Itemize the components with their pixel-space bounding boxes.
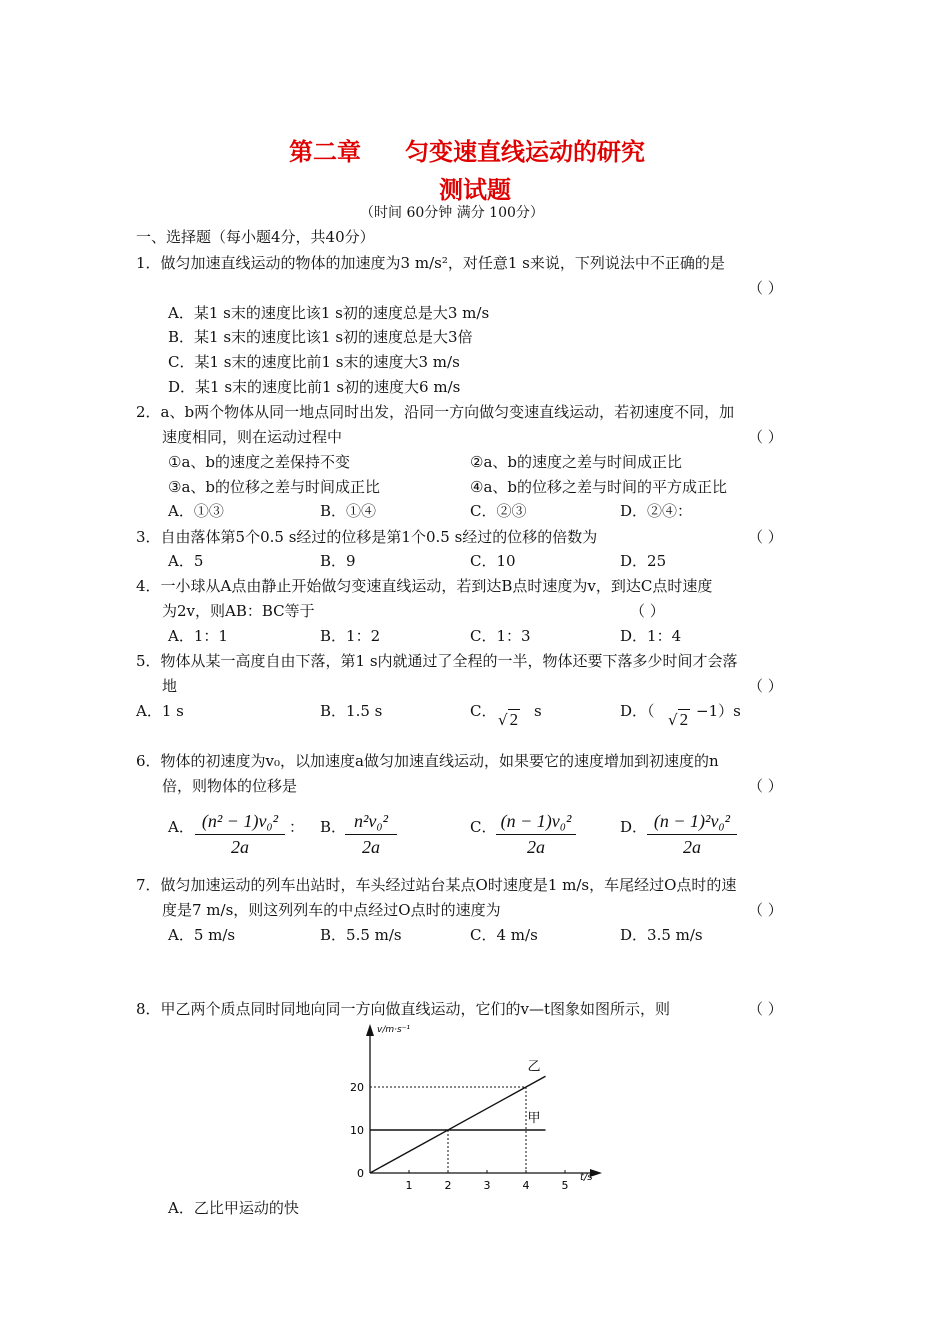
y-axis	[366, 1024, 374, 1173]
y-tick-label-0: 0	[357, 1167, 364, 1180]
x-tick-label-5: 5	[561, 1179, 569, 1192]
series-line-2	[370, 1076, 546, 1173]
q6-option-b-numerator: n²v₀²	[345, 810, 397, 835]
q2-statement-2: ②a、b的速度之差与时间成正比	[470, 453, 682, 471]
q7-stem-line1: 7．做匀加速运动的列车出站时，车头经过站台某点O时速度是1 m/s，车尾经过O点时的速	[136, 876, 737, 894]
q5-answer-bracket: （ ）	[748, 677, 783, 695]
q7-stem-line2: 度是7 m/s，则这列列车的中点经过O点时的速度为	[162, 901, 501, 919]
q5-stem-line1: 5．物体从某一高度自由下落，第1 s内就通过了全程的一半，物体还要下落多少时间才会落	[136, 652, 738, 670]
q5-option-c	[470, 701, 496, 721]
q3-option-c: C．10	[470, 552, 516, 570]
q8-option-a: A．乙比甲运动的快	[168, 1199, 299, 1217]
q6-option-d-label: D．	[620, 818, 648, 836]
q2-stem-line1: 2．a、b两个物体从同一地点同时出发，沿同一方向做匀变速直线运动，若初速度不同，加	[136, 403, 735, 421]
x-tick-label-2: 2	[444, 1179, 452, 1192]
q2-option-a: A．①③	[168, 502, 224, 520]
q6-option-b-denominator: 2a	[362, 837, 380, 857]
series-label-2: 乙	[527, 1059, 541, 1075]
q6-option-a-denominator: 2a	[231, 837, 249, 857]
chapter-label: 第二章	[289, 138, 361, 166]
q6-option-d-numerator: (n − 1)²v₀²	[647, 810, 737, 835]
x-tick-label-1: 1	[405, 1179, 413, 1192]
q4-option-b: B．1：2	[320, 627, 381, 645]
q6-option-c-label: C．	[470, 818, 497, 836]
q1-option-d: D．某1 s末的速度比前1 s初的速度大6 m/s	[168, 378, 461, 396]
q6-stem-line2: 倍，则物体的位移是	[162, 777, 298, 795]
q6-option-d-fraction	[647, 810, 737, 859]
q2-option-b: B．①④	[320, 502, 377, 520]
q2-statement-1: ①a、b的速度之差保持不变	[168, 453, 350, 471]
q4-answer-bracket: （ ）	[630, 602, 665, 620]
q6-stem-line1: 6．物体的初速度为v₀，以加速度a做匀加速直线运动，如果要它的速度增加到初速度的n	[136, 752, 719, 770]
x-axis	[370, 1169, 602, 1177]
q4-stem-line2: 为2v，则AB：BC等于	[162, 602, 315, 620]
vt-graph	[340, 1018, 610, 1193]
q4-option-d: D．1：4	[620, 627, 682, 645]
q6-option-a-extra: ：	[289, 818, 305, 836]
q5-option-d-label: D．（	[620, 702, 655, 720]
q6-option-a-fraction	[195, 810, 285, 859]
q3-answer-bracket: （ ）	[748, 528, 783, 546]
page-title: 匀变速直线运动的研究	[405, 138, 645, 166]
q5-option-b: B．1.5 s	[320, 702, 383, 720]
x-axis-label: t/s	[580, 1172, 593, 1183]
q3-option-d: D．25	[620, 552, 667, 570]
q6-option-c-denominator: 2a	[527, 837, 545, 857]
q1-option-b: B．某1 s末的速度比该1 s初的速度总是大3倍	[168, 328, 473, 346]
y-tick-label-10: 10	[350, 1124, 364, 1137]
section-heading: 一、选择题（每小题4分，共40分）	[136, 228, 375, 246]
q2-statement-4: ④a、b的位移之差与时间的平方成正比	[470, 478, 727, 496]
q5-option-d-radicand: 2	[679, 710, 689, 729]
q5-option-c-sqrt: √ 2	[498, 710, 519, 729]
q5-option-c-unit: s	[534, 702, 542, 720]
q5-option-c-radicand: 2	[509, 710, 519, 729]
q6-option-a-numerator: (n² − 1)v₀²	[195, 810, 285, 835]
q5-option-c-label: C．	[470, 702, 497, 720]
q4-stem-line1: 4．一小球从A点由静止开始做匀变速直线运动，若到达B点时速度为v，到达C点时速度	[136, 577, 713, 595]
q7-option-c: C．4 m/s	[470, 926, 538, 944]
q3-stem: 3．自由落体第5个0.5 s经过的位移是第1个0.5 s经过的位移的倍数为	[136, 528, 598, 546]
y-ticks	[350, 1081, 364, 1180]
y-axis-label: v/m·s⁻¹	[377, 1025, 411, 1035]
q2-option-d: D．②④：	[620, 502, 693, 520]
q5-option-d-tail: −1）s	[696, 702, 741, 720]
exam-meta: （时间 60分钟 满分 100分）	[360, 205, 544, 221]
q1-option-c: C．某1 s末的速度比前1 s末的速度大3 m/s	[168, 353, 460, 371]
q6-answer-bracket: （ ）	[748, 777, 783, 795]
q8-stem: 8．甲乙两个质点同时同地向同一方向做直线运动，它们的v—t图象如图所示，则	[136, 1000, 671, 1018]
q6-option-c-numerator: (n − 1)v₀²	[496, 810, 576, 835]
q6-option-b-fraction	[345, 810, 397, 859]
series-label-1: 甲	[527, 1111, 541, 1126]
q7-option-a: A．5 m/s	[168, 926, 236, 944]
q2-statement-3: ③a、b的位移之差与时间成正比	[168, 478, 380, 496]
series-group	[370, 1059, 546, 1173]
x-tick-label-3: 3	[483, 1179, 491, 1192]
q1-stem: 1．做匀加速直线运动的物体的加速度为3 m/s²，对任意1 s来说，下列说法中不正确的是	[136, 254, 725, 272]
q3-option-a: A．5	[168, 552, 204, 570]
q4-option-a: A．1：1	[168, 627, 228, 645]
q7-answer-bracket: （ ）	[748, 901, 783, 919]
q1-answer-bracket: （ ）	[748, 279, 783, 297]
q6-option-a-label: A．	[168, 818, 194, 836]
q1-option-a: A．某1 s末的速度比该1 s初的速度总是大3 m/s	[168, 304, 490, 322]
q8-answer-bracket: （ ）	[748, 1000, 783, 1018]
y-tick-label-20: 20	[350, 1081, 364, 1094]
q6-option-d-denominator: 2a	[683, 837, 701, 857]
q6-option-c-fraction	[496, 810, 576, 859]
q3-option-b: B．9	[320, 552, 356, 570]
q2-stem-line2: 速度相同，则在运动过程中	[162, 428, 343, 446]
q5-option-a: A．1 s	[136, 702, 184, 720]
q7-option-b: B．5.5 m/s	[320, 926, 402, 944]
q2-option-c: C．②③	[470, 502, 527, 520]
q5-option-d-sqrt: √ 2	[668, 710, 689, 729]
page-subtitle: 测试题	[439, 176, 511, 204]
q5-stem-line2: 地	[162, 677, 178, 695]
q6-option-b-label: B．	[320, 818, 347, 836]
x-tick-label-4: 4	[522, 1179, 530, 1192]
q4-option-c: C．1：3	[470, 627, 531, 645]
q2-answer-bracket: （ ）	[748, 428, 783, 446]
q7-option-d: D．3.5 m/s	[620, 926, 703, 944]
